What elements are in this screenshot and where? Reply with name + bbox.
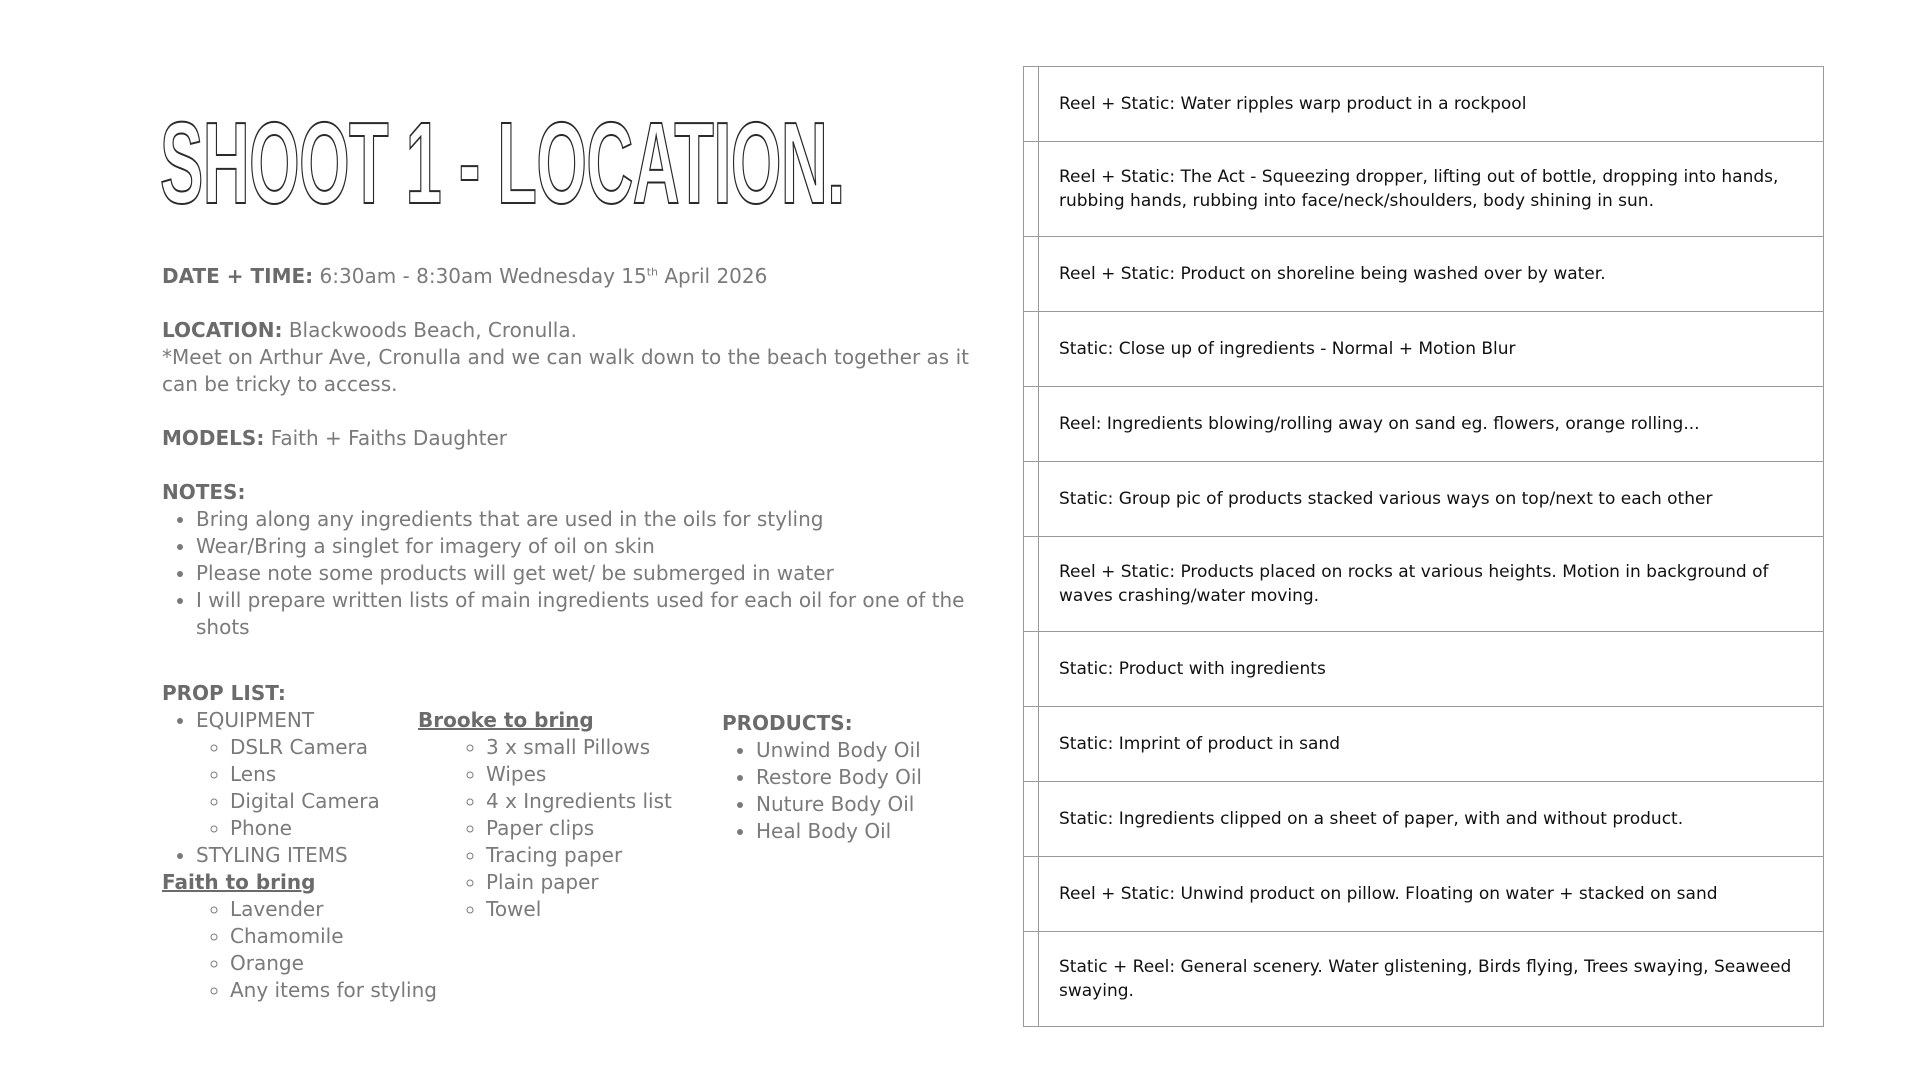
shot-row: [1024, 932, 1824, 1027]
shot-checkbox-cell: [1024, 67, 1039, 142]
equipment-item: ◦ DSLR Camera: [230, 734, 437, 761]
shot-description: Reel + Static: Unwind product on pillow. Floating on water + stacked on sand: [1039, 857, 1824, 932]
brooke-list: [418, 734, 672, 923]
shot-row: [1024, 632, 1824, 707]
equipment-item: ◦ Phone: [230, 815, 437, 842]
page-title: SHOOT 1 - LOCATION.: [160, 98, 845, 228]
notes-label: NOTES:: [162, 480, 246, 504]
styling-group: [162, 842, 437, 869]
shot-row: [1024, 312, 1824, 387]
product-item: • Nuture Body Oil: [756, 791, 922, 818]
shot-row: [1024, 857, 1824, 932]
shot-row: [1024, 237, 1824, 312]
equipment-label: • EQUIPMENT: [196, 707, 437, 734]
shot-description: Static: Imprint of product in sand: [1039, 707, 1824, 782]
models-value: Faith + Faiths Daughter: [270, 426, 508, 450]
shot-row: [1024, 67, 1824, 142]
shot-description: Reel: Ingredients blowing/rolling away on sand eg. flowers, orange rolling...: [1039, 387, 1824, 462]
note-item: • Bring along any ingredients that are used in the oils for styling: [196, 506, 982, 533]
shot-checkbox-cell: [1024, 932, 1039, 1027]
brooke-item: ◦ Plain paper: [486, 869, 672, 896]
location-note: *Meet on Arthur Ave, Cronulla and we can walk down to the beach together as it can be tricky to access.: [162, 345, 969, 396]
shot-list-table: [1023, 66, 1824, 1027]
products-label: PRODUCTS:: [722, 711, 853, 735]
faith-item: ◦ Orange: [230, 950, 437, 977]
shot-description: Reel + Static: Products placed on rocks at various heights. Motion in background of waves crashing/water moving.: [1039, 537, 1824, 632]
shot-description: Static: Product with ingredients: [1039, 632, 1824, 707]
prop-list-column-2: [418, 707, 672, 923]
product-item: • Heal Body Oil: [756, 818, 922, 845]
brooke-item: ◦ 3 x small Pillows: [486, 734, 672, 761]
prop-list-column-1: [162, 680, 437, 1004]
shot-description: Static: Close up of ingredients - Normal + Motion Blur: [1039, 312, 1824, 387]
faith-item: ◦ Lavender: [230, 896, 437, 923]
shot-checkbox-cell: [1024, 237, 1039, 312]
location-value: Blackwoods Beach, Cronulla.: [288, 318, 577, 342]
shot-checkbox-cell: [1024, 857, 1039, 932]
shot-checkbox-cell: [1024, 537, 1039, 632]
brooke-item: ◦ Towel: [486, 896, 672, 923]
prop-list-label: PROP LIST:: [162, 681, 286, 705]
product-item: • Unwind Body Oil: [756, 737, 922, 764]
equipment-group: [162, 707, 437, 734]
shoot-details: [162, 263, 982, 641]
shot-checkbox-cell: [1024, 782, 1039, 857]
note-item: • Please note some products will get wet/ be submerged in water: [196, 560, 982, 587]
shot-checkbox-cell: [1024, 462, 1039, 537]
date-month-year: April 2026: [664, 264, 768, 288]
shot-row: [1024, 387, 1824, 462]
date-ordinal: th: [646, 265, 659, 279]
date-time-line: [162, 263, 982, 290]
shot-description: Reel + Static: Water ripples warp product in a rockpool: [1039, 67, 1824, 142]
models-label: MODELS:: [162, 426, 265, 450]
shot-checkbox-cell: [1024, 632, 1039, 707]
brooke-to-bring-label: Brooke to bring: [418, 708, 594, 732]
brooke-item: ◦ 4 x Ingredients list: [486, 788, 672, 815]
date-time-value: 6:30am - 8:30am Wednesday 15: [319, 264, 647, 288]
shot-description: Reel + Static: Product on shoreline being washed over by water.: [1039, 237, 1824, 312]
models-line: [162, 425, 982, 452]
products-column: [722, 710, 922, 845]
note-item: • Wear/Bring a singlet for imagery of oil on skin: [196, 533, 982, 560]
shot-checkbox-cell: [1024, 707, 1039, 782]
equipment-item: ◦ Digital Camera: [230, 788, 437, 815]
product-item: • Restore Body Oil: [756, 764, 922, 791]
faith-list: [162, 896, 437, 1004]
brooke-item: ◦ Tracing paper: [486, 842, 672, 869]
shot-checkbox-cell: [1024, 312, 1039, 387]
shot-row: [1024, 142, 1824, 237]
products-list: [722, 737, 922, 845]
equipment-item: ◦ Lens: [230, 761, 437, 788]
equipment-list: [162, 734, 437, 842]
shot-description: Static: Ingredients clipped on a sheet of paper, with and without product.: [1039, 782, 1824, 857]
faith-item: ◦ Chamomile: [230, 923, 437, 950]
shot-row: [1024, 707, 1824, 782]
styling-label: • STYLING ITEMS: [196, 842, 437, 869]
shot-row: [1024, 537, 1824, 632]
shot-description: Reel + Static: The Act - Squeezing dropper, lifting out of bottle, dropping into hands, rubbing hands, rubbing into face/neck/shoulders, body shining in sun.: [1039, 142, 1824, 237]
note-item: • I will prepare written lists of main ingredients used for each oil for one of the shots: [196, 587, 982, 641]
location-label: LOCATION:: [162, 318, 283, 342]
shot-description: Static + Reel: General scenery. Water glistening, Birds flying, Trees swaying, Seaweed swaying.: [1039, 932, 1824, 1027]
shot-row: [1024, 782, 1824, 857]
shot-description: Static: Group pic of products stacked various ways on top/next to each other: [1039, 462, 1824, 537]
brooke-item: ◦ Paper clips: [486, 815, 672, 842]
shot-row: [1024, 462, 1824, 537]
date-time-label: DATE + TIME:: [162, 264, 314, 288]
shot-checkbox-cell: [1024, 387, 1039, 462]
notes-list: [162, 506, 982, 641]
brooke-item: ◦ Wipes: [486, 761, 672, 788]
faith-to-bring-label: Faith to bring: [162, 870, 316, 894]
faith-item: ◦ Any items for styling: [230, 977, 437, 1004]
location-line: [162, 317, 982, 344]
shot-checkbox-cell: [1024, 142, 1039, 237]
